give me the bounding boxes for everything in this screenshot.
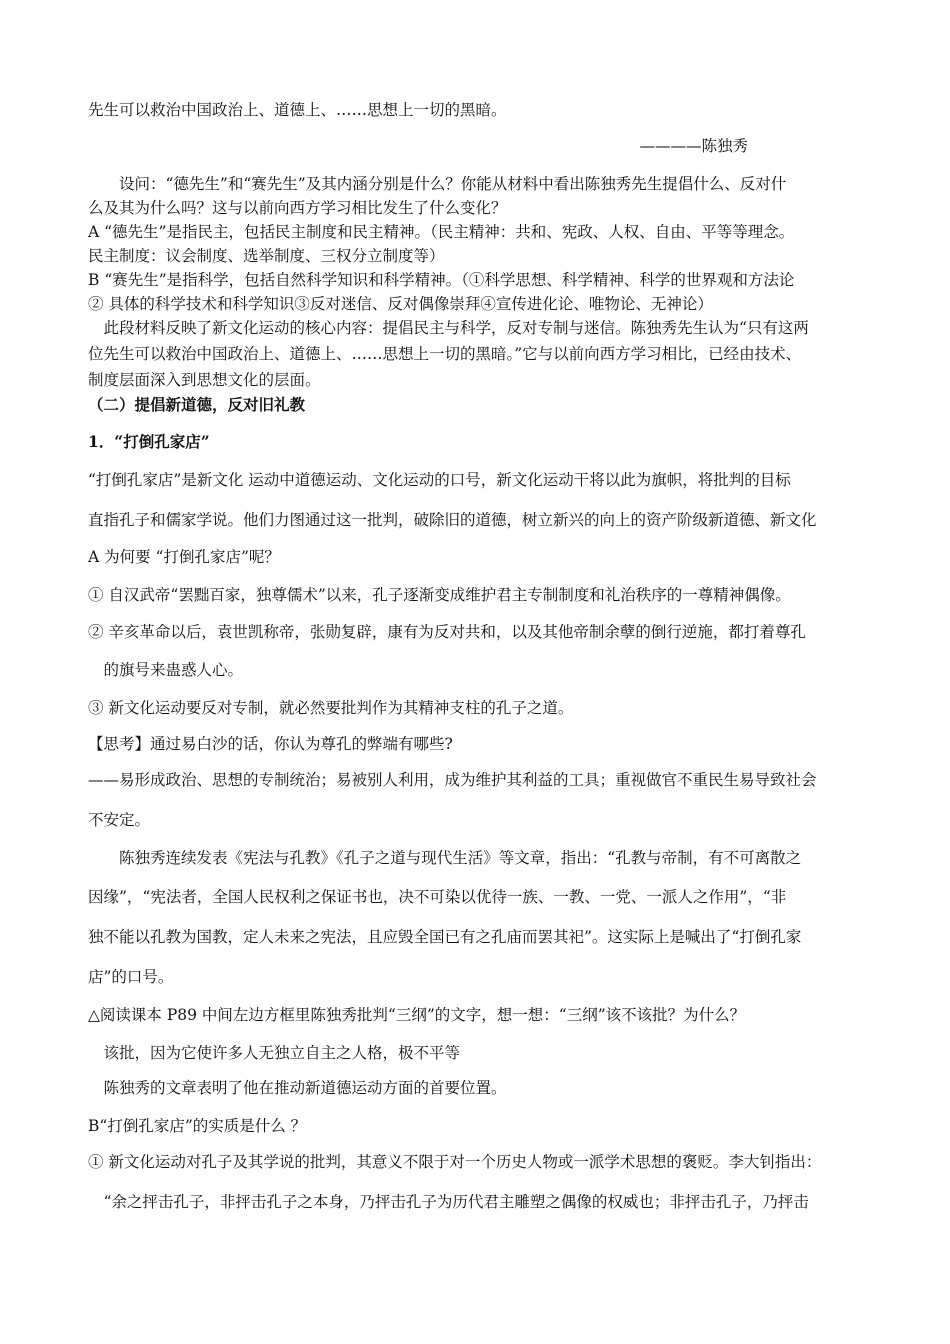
attribution-line: ————陈独秀 — [639, 137, 748, 155]
question-heading: A 为何要 “打倒孔家店”呢？ — [88, 548, 280, 566]
think-heading: 【思考】通过易白沙的话，你认为尊孔的弊端有哪些? — [88, 735, 453, 753]
text-line: 独不能以孔教为国教，定人未来之宪法，且应毁全国已有之孔庙而罢其祀”。这实际上是喊出了“打倒孔家 — [88, 928, 802, 946]
text-line: △阅读课本 P89 中间左边方框里陈独秀批判“三纲”的文字，想一想：“三纲”该不该批？为什么？ — [88, 1006, 746, 1024]
subsection-heading: 1．“打倒孔家店” — [88, 432, 210, 451]
text-line: ② 具体的科学技术和科学知识③反对迷信、反对偶像崇拜④宣传进化论、唯物论、无神论） — [88, 295, 713, 313]
text-line: 陈独秀连续发表《宪法与孔教》《孔子之道与现代生活》等文章，指出：“孔教与帝制，有不可离散之 — [88, 849, 802, 867]
text-line: B “赛先生”是指科学，包括自然科学知识和科学精神。（①科学思想、科学精神、科学的世界观和方法论 — [88, 271, 795, 289]
text-line: 此段材料反映了新文化运动的核心内容：提倡民主与科学，反对专制与迷信。陈独秀先生认为“只有这两 — [88, 319, 809, 337]
text-line: 位先生可以救治中国政治上、道德上、……思想上一切的黑暗。”它与以前向西方学习相比，已经由技术、 — [88, 345, 802, 363]
question-heading: B“打倒孔家店”的实质是什么 ？ — [88, 1117, 307, 1135]
text-line: 该批，因为它使许多人无独立自主之人格，极不平等 — [88, 1044, 461, 1062]
text-line: 因缘”，“宪法者，全国人民权利之保证书也，决不可染以优待一族、一教、一党、一派人之作用”，“非 — [88, 888, 787, 906]
list-item: ① 新文化运动对孔子及其学说的批判，其意义不限于对一个历史人物或一派学术思想的褒贬。李大钊指出： — [88, 1153, 822, 1171]
list-item: ① 自汉武帝“罢黜百家，独尊儒术”以来，孔子逐渐变成维护君主专制制度和礼治秩序的一尊精神偶像。 — [88, 586, 791, 604]
list-item: ② 辛亥革命以后，袁世凯称帝，张勋复辟，康有为反对共和，以及其他帝制余孽的倒行逆施，都打着尊孔 — [88, 623, 806, 641]
text-line: 设问：“德先生”和“赛先生”及其内涵分别是什么？你能从材料中看出陈独秀先生提倡什么、反对什 — [88, 175, 787, 193]
section-heading: （二）提倡新道德，反对旧礼教 — [88, 395, 306, 414]
text-line: 店”的口号。 — [88, 968, 174, 986]
text-line: “余之抨击孔子，非抨击孔子之本身，乃抨击孔子为历代君主雕塑之偶像的权威也；非抨击孔子，乃抨击 — [88, 1193, 809, 1211]
text-line: A “德先生”是指民主，包括民主制度和民主精神。（民主精神：共和、宪政、人权、自由、平等等理念。 — [88, 223, 795, 241]
text-line: 制度层面深入到思想文化的层面。 — [88, 371, 321, 389]
text-line: 直指孔子和儒家学说。他们力图通过这一批判，破除旧的道德，树立新兴的向上的资产阶级新道德、新文化 — [88, 511, 817, 529]
text-line: 先生可以救治中国政治上、道德上、……思想上一切的黑暗。 — [88, 101, 507, 119]
text-line: 的旗号来蛊惑人心。 — [88, 661, 244, 679]
text-line: “打倒孔家店”是新文化 运动中道德运动、文化运动的口号，新文化运动干将以此为旗帜，将批判的目标 — [88, 471, 791, 489]
list-item: ③ 新文化运动要反对专制，就必然要批判作为其精神支柱的孔子之道。 — [88, 699, 574, 717]
text-line: 么及其为什么吗？这与以前向西方学习相比发生了什么变化？ — [88, 199, 507, 217]
text-line: 民主制度：议会制度、选举制度、三权分立制度等） — [88, 247, 445, 265]
text-line: 不安定。 — [88, 811, 151, 829]
text-line: 陈独秀的文章表明了他在推动新道德运动方面的首要位置。 — [88, 1079, 507, 1097]
text-line: ——易形成政治、思想的专制统治；易被别人利用，成为维护其利益的工具；重视做官不重民生易导致社会 — [88, 771, 817, 789]
